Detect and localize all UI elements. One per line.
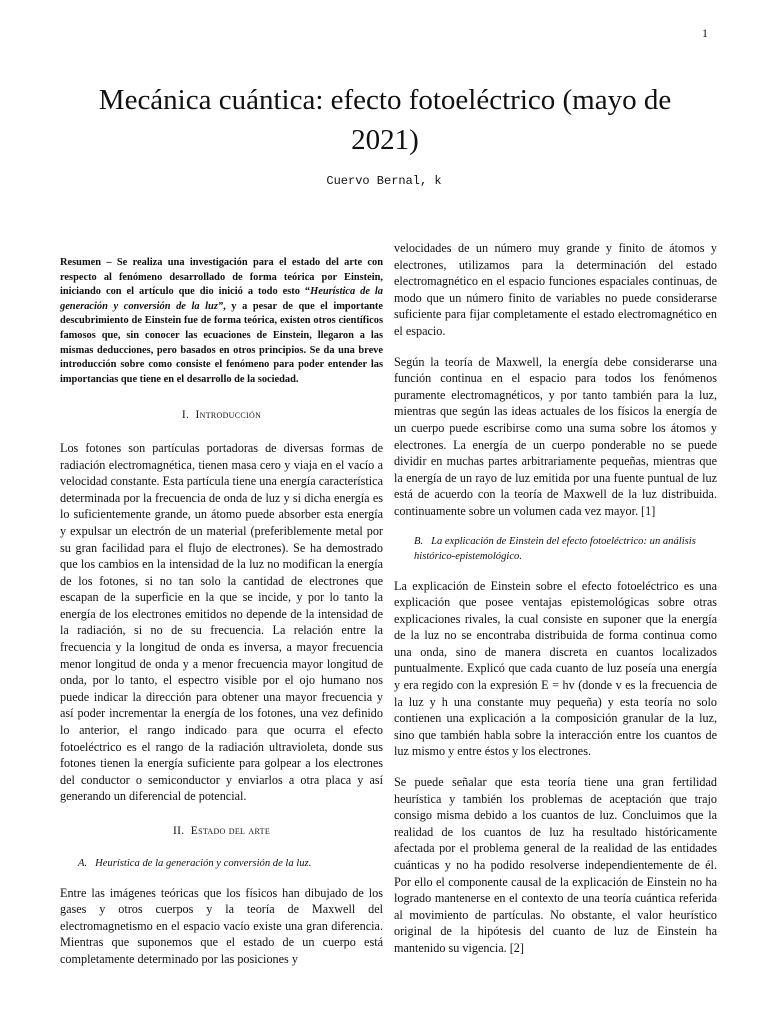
section-number: I. xyxy=(181,409,190,422)
right-column xyxy=(394,240,717,971)
abstract-text-before: Se realiza una investigación para el estado del arte con respecto al fenómeno desarrollado de forma teórica por Einstein, iniciando con el artículo que dio inició a todo esto “ xyxy=(60,257,383,298)
subsection-label: A. xyxy=(78,857,88,869)
section-heading-estado xyxy=(60,823,383,840)
paragraph-einstein: La explicación de Einstein sobre el efecto fotoeléctrico es una explicación que posee ventajas epistemológicas sobre otras explicaciones rivales, la cual consiste en suponer que la energía de la luz no se encontraba distribuida de forma continua como una onda, sino de manera discreta en cuantos localizados puntualmente. Explicó que cada cuanto de luz poseía una energía y era regido con la expresión E = hv (donde v es la frecuencia de la luz y h una constante muy pequeña) y esta teoría no solo contienen una explicación a la composición granular de la luz, sino que también habla sobre la interacción entre los cuantos de luz mismo y entre éstos y los electrones. xyxy=(394,578,717,759)
section-title: Introducción xyxy=(195,409,262,422)
subsection-title: La explicación de Einstein del efecto fotoeléctrico: un análisis histórico-epistemológico. xyxy=(414,535,696,562)
paragraph-heuristica: Se puede señalar que esta teoría tiene una gran fertilidad heurística y también los problemas de aceptación que trajo consigo misma debido a los cuantos de luz. Concluimos que la realidad de los cuantos de luz ha resultado históricamente afectada por el problema general de la realidad de las entidades cuánticas y no ha podido resolverse independientemente de él. Por ello el componente causal de la explicación de Einstein no ha logrado mantenerse en el contexto de una teoría cuántica referida al movimiento de partículas. No obstante, el valor heurístico original de la hipótesis del cuanto de luz de Einstein ha mantenido su vigencia. [2] xyxy=(394,775,717,955)
author: Cuervo Bernal, k xyxy=(326,174,442,188)
paper-title: Mecánica cuántica: efecto fotoeléctrico (mayo de 2021) xyxy=(98,84,672,156)
subsection-label: B. xyxy=(414,535,424,547)
abstract xyxy=(60,256,383,387)
section-number: II. xyxy=(172,825,185,837)
paragraph-continuation: velocidades de un número muy grande y finito de átomos y electrones, utilizamos para la determinación del estado electromagnético en el espacio funciones espaciales continuas, de modo que un número finito de variables no puede considerarse suficiente para fijar completamente el estado electromagnético en el espacio. xyxy=(394,241,717,338)
abstract-italic-title: Heurística de la generación y conversión de la luz” xyxy=(60,286,384,312)
subsection-heading-a xyxy=(60,856,383,871)
abstract-label: Resumen – xyxy=(60,257,117,268)
paragraph-maxwell: Según la teoría de Maxwell, la energía debe considerarse una función continua en el espacio para todos los fenómenos puramente electromagnéticos, y por tanto también para la luz, mientras que según las ideas actuales de los físicos la energía de un cuerpo puede escribirse como una suma sobre los átomos y electrones. La energía de un cuerpo ponderable no se puede dividir en muchas partes arbitrariamente pequeñas, mientras que la energía de un rayo de luz emitida por una fuente puntual de luz está de acuerdo con la teoría de Maxwell de la luz distribuida. continuamente sobre un volumen cada vez mayor. [1] xyxy=(394,354,717,518)
subsection-title: Heurística de la generación y conversión de la luz. xyxy=(95,857,312,869)
paragraph-intro: Los fotones son partículas portadoras de diversas formas de radiación electromagnética, tienen masa cero y viaja en el vacío a velocidad constante. Esta partícula tiene una energía característica determinada por la frecuencia de onda de luz y si dicha energía es lo suficientemente grande, un átomo puede absorber esta energía y expulsar un electrón de un material (preferiblemente metal por su gran facilidad para el flujo de electrones). Se ha demostrado que los cambios en la intensidad de la luz no modifican la energía de los fotones, si no tan solo la cantidad de electrones que escapan de la superficie en la que se incide, y por lo tanto la energía de los electrones emitidos no depende de la intensidad de la radiación, si no de su frecuencia. La relación entre la frecuencia y la longitud de onda es inversa, a mayor frecuencia menor longitud de onda y a menor frecuencia mayor longitud de onda, por lo tanto, el espectro visible por el ojo humano nos puede indicar la dirección para obtener una mayor frecuencia y así poder incrementar la energía de los fotones, una vez definido lo anterior, el rango indicado para que ocurra el efecto fotoeléctrico es el rango de la radiación ultravioleta, donde sus fotones tienen la energía suficiente para golpear a los electrones del conductor o semiconductor y enviarlos a otra placa y así generando un diferencial de potencial. xyxy=(60,440,383,804)
left-column xyxy=(60,240,383,982)
abstract-text-after: , y a pesar de que el importante descubrimiento de Einstein fue de forma teórica, existen otros científicos famosos que, sin conocer las ecuaciones de Einstein, llegaron a las mismas deducciones, pero basados en otros principios. Se da una breve introducción sobre como consiste el fenómeno para poder entender las importancias que tiene en el desarrollo de la sociedad. xyxy=(60,300,384,385)
subsection-heading-b xyxy=(394,534,717,564)
section-title: Estado del arte xyxy=(190,825,271,837)
section-heading-intro xyxy=(60,407,383,424)
paragraph-estado-a: Entre las imágenes teóricas que los físicos han dibujado de los gases y otros cuerpos y la teoría de Maxwell del electromagnetismo en el espacio vacío existe una gran diferencia. Mientras que suponemos que el estado de un cuerpo está completamente determinado por las posiciones y xyxy=(60,885,383,966)
page-number: 1 xyxy=(702,26,708,40)
